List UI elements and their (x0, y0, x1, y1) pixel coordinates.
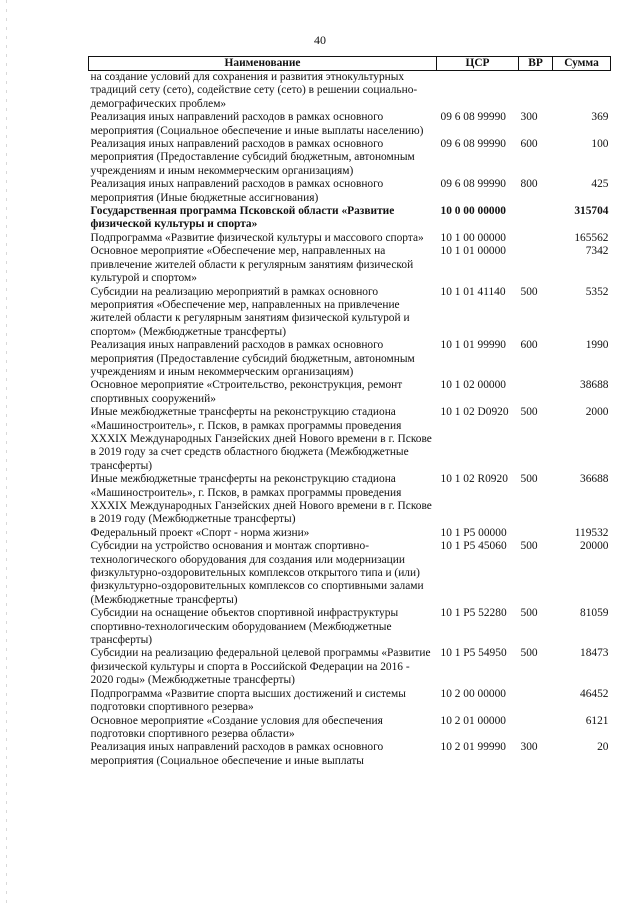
cell-csr: 10 1 02 R0920 (440, 473, 508, 486)
cell-vr: 800 (520, 178, 538, 191)
cell-csr: 09 6 08 99990 (440, 138, 506, 151)
header-name: Наименование (89, 57, 437, 71)
cell-csr (437, 71, 519, 112)
cell-sum: 1990 (585, 339, 609, 352)
cell-name: Иные межбюджетные трансферты на реконструкцию стадиона «Машиностроитель», г. Псков, в рамках программы проведения XXXIX Международных Ганзейских дней Нового времени в г. Пскове в 2019 году за счет средств областного бюджета (Межбюджетные трансферты) (90, 406, 432, 472)
table-row (89, 607, 611, 647)
cell-vr (519, 232, 553, 245)
cell-vr (519, 205, 553, 232)
cell-vr (519, 715, 553, 742)
cell-sum: 165562 (574, 231, 609, 244)
cell-vr (519, 379, 553, 406)
cell-vr: 300 (520, 111, 538, 124)
cell-csr: 10 1 01 00000 (440, 245, 506, 258)
cell-sum: 36688 (580, 473, 609, 486)
header-vr: ВР (519, 57, 553, 71)
cell-csr: 10 1 P5 00000 (440, 526, 507, 539)
table-row (89, 138, 611, 178)
table-row (89, 111, 611, 138)
cell-name: Реализация иных направлений расходов в рамках основного мероприятия (Предоставление субсидий бюджетным, автономным учреждениям и иным некоммерческим организациям) (90, 339, 415, 378)
table-row (89, 473, 611, 527)
cell-sum (553, 71, 611, 112)
cell-vr (519, 71, 553, 112)
cell-sum: 5352 (585, 285, 609, 298)
cell-vr (519, 527, 553, 540)
cell-csr: 10 1 P5 45060 (440, 540, 507, 553)
cell-vr (519, 245, 553, 285)
cell-csr: 10 2 01 00000 (440, 714, 506, 727)
cell-vr: 500 (520, 473, 538, 486)
cell-vr: 500 (520, 406, 538, 419)
cell-csr: 10 1 P5 54950 (440, 647, 507, 660)
cell-csr: 10 0 00 00000 (440, 205, 506, 218)
cell-sum: 100 (591, 138, 609, 151)
cell-name: Реализация иных направлений расходов в рамках основного мероприятия (Иные бюджетные ассигнования) (90, 178, 384, 204)
cell-sum: 81059 (580, 607, 609, 620)
table-row (89, 178, 611, 205)
cell-csr: 10 1 00 00000 (440, 231, 506, 244)
table-row (89, 245, 611, 285)
cell-sum: 315704 (574, 205, 609, 218)
cell-sum: 18473 (580, 647, 609, 660)
cell-csr: 10 1 02 D0920 (440, 406, 509, 419)
cell-csr: 10 2 00 00000 (440, 687, 506, 700)
cell-name: Подпрограмма «Развитие физической культуры и массового спорта» (90, 231, 424, 244)
table-row (89, 232, 611, 245)
cell-name: Субсидии на реализацию мероприятий в рамках основного мероприятия «Обеспечение мер, направленных на привлечение жителей области к регулярным занятиям физической культурой и спортом» (Межбюджетные трансферты) (90, 285, 410, 338)
cell-sum: 425 (591, 178, 609, 191)
cell-vr: 500 (520, 647, 538, 660)
cell-sum: 20000 (580, 540, 609, 553)
budget-table (88, 56, 611, 768)
cell-vr: 600 (520, 339, 538, 352)
cell-sum: 119532 (574, 526, 609, 539)
cell-vr: 500 (520, 540, 538, 553)
cell-csr: 10 1 P5 52280 (440, 607, 507, 620)
cell-vr: 500 (520, 285, 538, 298)
cell-csr: 10 1 01 41140 (440, 285, 506, 298)
cell-sum: 46452 (580, 687, 609, 700)
cell-sum: 2000 (585, 406, 609, 419)
cell-name: Иные межбюджетные трансферты на реконструкцию стадиона «Машиностроитель», г. Псков, в рамках программы проведения XXXIX Международных Ганзейских дней Нового времени в г. Пскове в 2019 году (Межбюджетные трансферты) (90, 473, 432, 526)
scan-margin-line (6, 0, 7, 905)
cell-vr (519, 688, 553, 715)
cell-csr: 10 1 02 00000 (440, 379, 506, 392)
cell-sum: 6121 (585, 714, 609, 727)
table-header-row (89, 57, 611, 71)
cell-csr: 09 6 08 99990 (440, 178, 506, 191)
table-row (89, 647, 611, 687)
cell-name: Субсидии на устройство основания и монтаж спортивно-технологического оборудования для создания или модернизации физкультурно-оздоровительных комплексов открытого типа и (или) физкультурно-оздоровительных комплексов со спортивными залами (Межбюджетные трансферты) (90, 540, 424, 606)
table-row (89, 379, 611, 406)
cell-name: Подпрограмма «Развитие спорта высших достижений и системы подготовки спортивного резерва» (90, 687, 406, 714)
table-row (89, 715, 611, 742)
cell-sum: 20 (597, 741, 609, 754)
cell-sum: 7342 (585, 245, 609, 258)
cell-sum: 38688 (580, 379, 609, 392)
table-row (89, 286, 611, 340)
cell-vr: 600 (520, 138, 538, 151)
cell-name: Основное мероприятие «Обеспечение мер, направленных на привлечение жителей области к регулярным занятиям физической культурой и спортом» (90, 245, 414, 285)
table-row (89, 71, 611, 112)
cell-csr: 09 6 08 99990 (440, 111, 506, 124)
table-row (89, 688, 611, 715)
table-row (89, 527, 611, 540)
cell-vr: 500 (520, 607, 538, 620)
cell-name: Основное мероприятие «Создание условия для обеспечения подготовки спортивного резерва области» (90, 714, 383, 740)
table-row (89, 339, 611, 379)
table-row (89, 741, 611, 768)
cell-csr: 10 1 01 99990 (440, 339, 506, 352)
table-row (89, 540, 611, 607)
cell-csr: 10 2 01 99990 (440, 741, 506, 754)
header-sum: Сумма (553, 57, 611, 71)
cell-name: Реализация иных направлений расходов в рамках основного мероприятия (Социальное обеспечение и иные выплаты населению) (90, 111, 424, 137)
cell-name: Субсидии на реализацию федеральной целевой программы «Развитие физической культуры и спорта в Российской Федерации на 2016 - 2020 годы» (Межбюджетные трансферты) (90, 647, 431, 687)
cell-vr: 300 (520, 741, 538, 754)
cell-name: Субсидии на оснащение объектов спортивной инфраструктуры спортивно-технологическим оборудованием (Межбюджетные трансферты) (90, 607, 399, 647)
cell-name: Основное мероприятие «Строительство, реконструкция, ремонт спортивных сооружений» (90, 379, 403, 405)
page-number: 40 (314, 33, 326, 47)
cell-name: Федеральный проект «Спорт - норма жизни» (90, 526, 310, 539)
cell-sum: 369 (591, 111, 609, 124)
cell-name: Реализация иных направлений расходов в рамках основного мероприятия (Социальное обеспечение и иные выплаты (90, 741, 384, 767)
table-row (89, 205, 611, 232)
cell-name: Государственная программа Псковской области «Развитие физической культуры и спорта» (90, 205, 395, 231)
cell-name: на создание условий для сохранения и развития этнокультурных традиций сету (сето), содействие сету (сето) в решении социально-демографических проблем» (90, 71, 418, 110)
cell-name: Реализация иных направлений расходов в рамках основного мероприятия (Предоставление субсидий бюджетным, автономным учреждениям и иным некоммерческим организациям) (90, 138, 415, 177)
header-csr: ЦСР (437, 57, 519, 71)
table-row (89, 406, 611, 473)
